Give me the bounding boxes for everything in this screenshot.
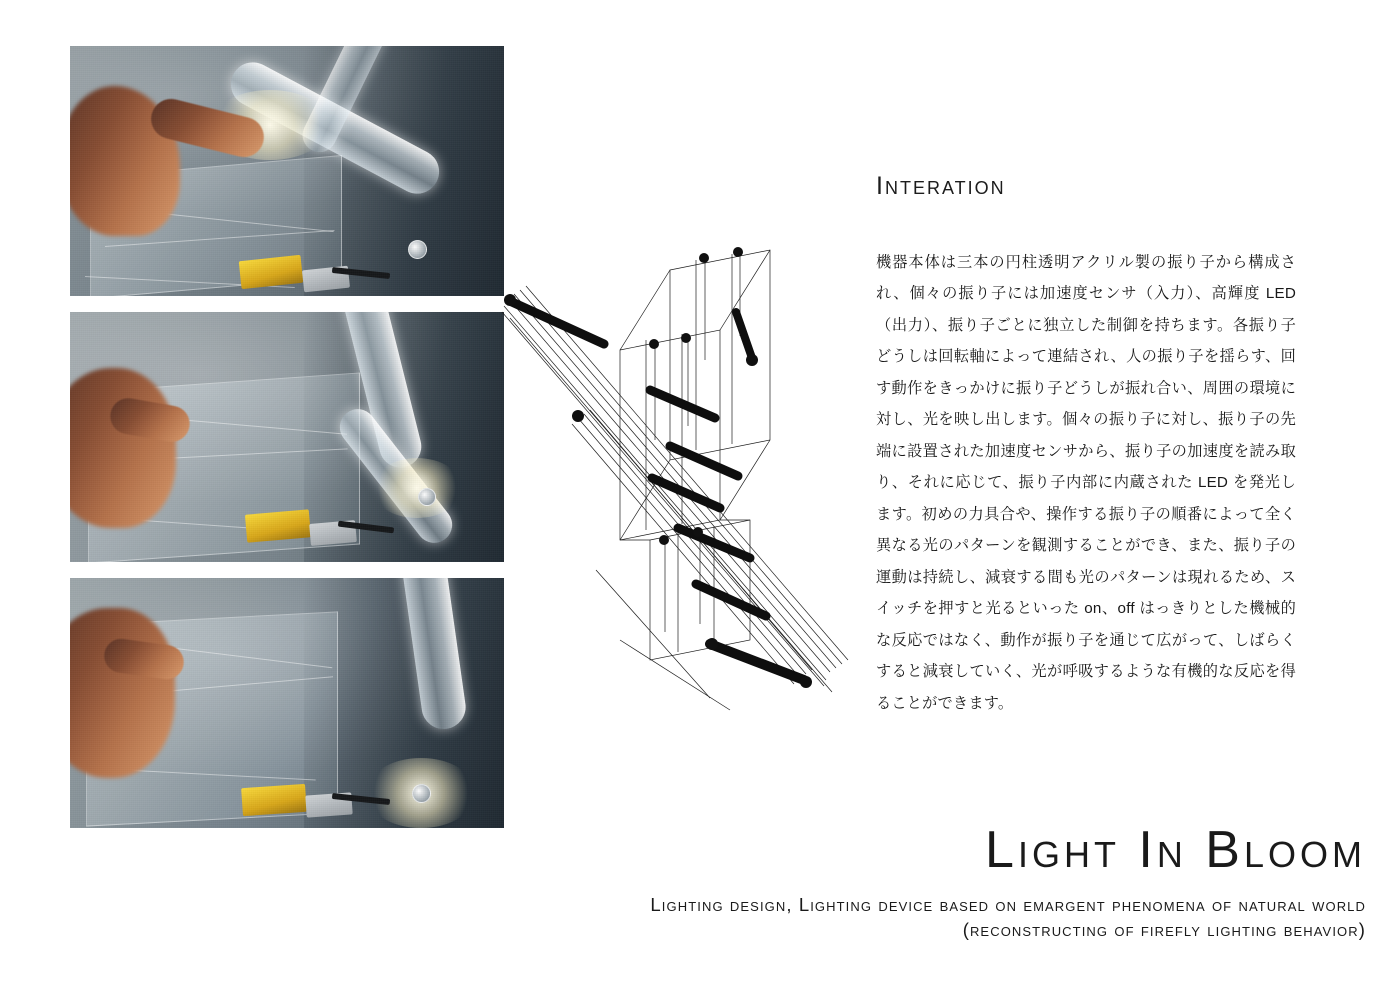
body-paragraph: 機器本体は三本の円柱透明アクリル製の振り子から構成され、個々の振り子には加速度センサ（入力）、高輝度 LED（出力）、振り子ごとに独立した制御を持ちます。各振り子どうしは回転軸によって連結され、人の振り子を揺らす、回す動作をきっかけに振り子どうしが振れ合い、周囲の環境に対し、光を映し出します。個々の振り子に対し、振り子の先端に設置された加速度センサから、振り子の加速度を読み取り、それに応じて、振り子内部に内蔵された LED を発光します。初めの力具合や、操作する振り子の順番によって全く異なる光のパターンを観測することができ、また、振り子の運動は持続し、減衰する間も光のパターンは現れるため、スイッチを押すと光るといった on、off はっきりとした機械的な反応ではなく、動作が振り子を通じて広がって、しばらくすると減衰していく、光が呼吸するような有機的な反応を得ることができます。 — [876, 254, 1296, 712]
subtitle-line-1: Lighting design, Lighting device based on emargent phenomena of natural world — [650, 894, 1366, 916]
photo-top — [70, 46, 504, 296]
section-heading: Interation — [876, 172, 1006, 200]
photo-middle — [70, 312, 504, 562]
photo-column — [70, 46, 504, 828]
photo-grain — [70, 578, 504, 828]
page-title: Light In Bloom — [985, 820, 1366, 879]
photo-grain — [70, 312, 504, 562]
photo-bottom — [70, 578, 504, 828]
photo-grain — [70, 46, 504, 296]
subtitle-line-2: (reconstructing of firefly lighting behavior) — [962, 918, 1366, 940]
wireframe-svg — [500, 240, 900, 720]
text-column — [876, 172, 1296, 719]
pendulum-wireframe-drawing — [500, 240, 900, 720]
title-block — [70, 820, 1366, 942]
